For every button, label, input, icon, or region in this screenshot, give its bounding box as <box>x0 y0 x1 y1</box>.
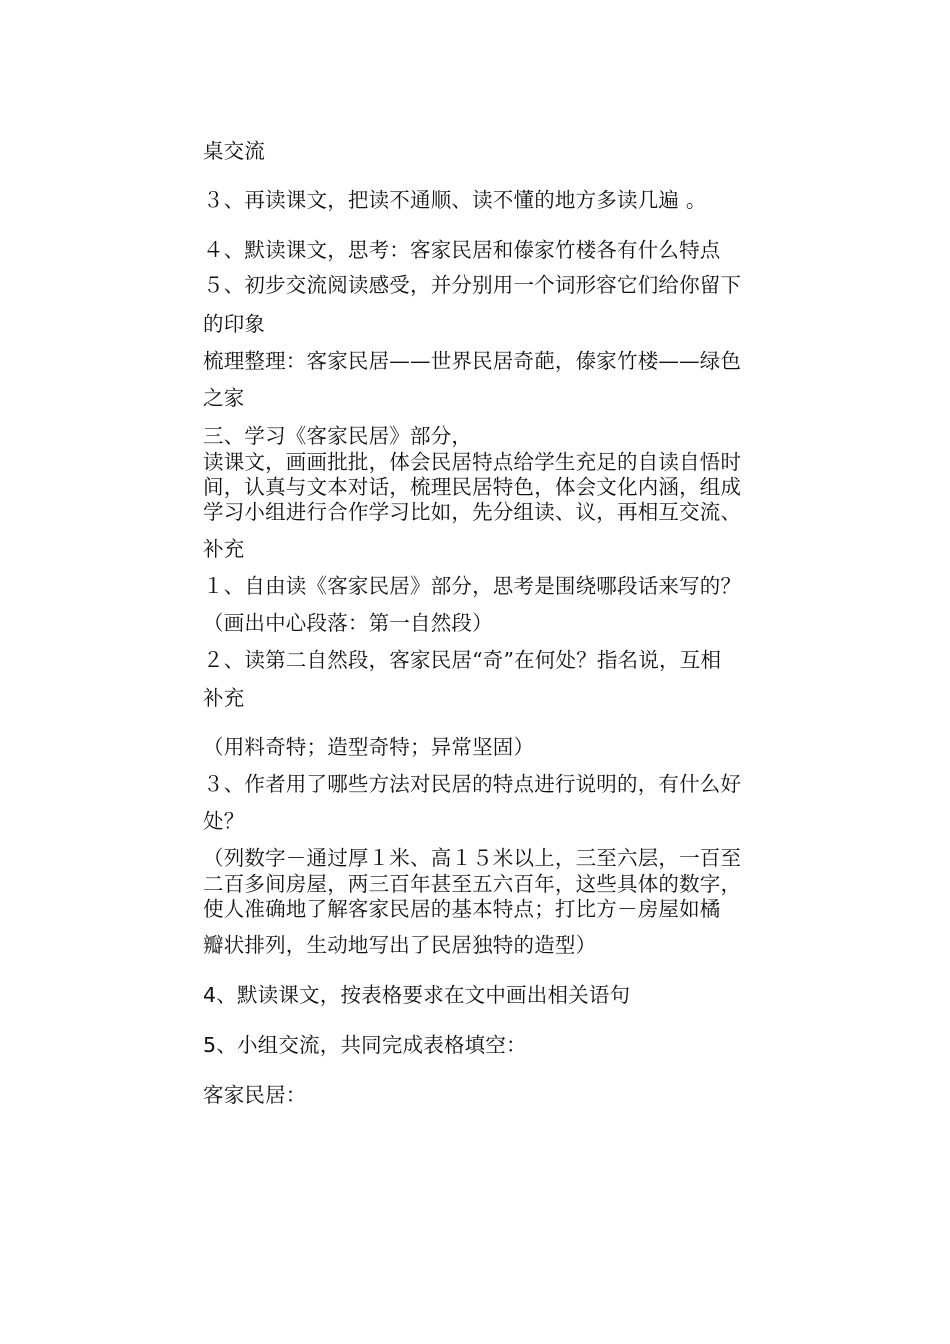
text-line: 的印象 <box>203 312 266 336</box>
text-line: 5、小组交流，共同完成表格填空： <box>203 1033 527 1057</box>
text-line: 读课文，画画批批，体会民居特点给学生充足的自读自悟时 <box>203 450 742 474</box>
text-line: 桌交流 <box>203 139 266 163</box>
text-line: 二百多间房屋，两三百年甚至五六百年，这些具体的数字， <box>203 872 742 896</box>
text-line: 三、学习《客家民居》部分， <box>203 424 473 448</box>
text-line: 4、默读课文，按表格要求在文中画出相关语句 <box>203 983 631 1007</box>
text-line: 使人准确地了解客家民居的基本特点；打比方－房屋如橘 <box>203 897 721 921</box>
text-line: ５、初步交流阅读感受，并分别用一个词形容它们给你留下 <box>203 273 742 297</box>
text-line: （列数字－通过厚１米、高１５米以上，三至六层，一百至 <box>203 846 742 870</box>
text-line: 客家民居： <box>203 1083 307 1107</box>
text-line: 瓣状排列，生动地写出了民居独特的造型） <box>203 933 597 957</box>
text-line: 学习小组进行合作学习比如，先分组读、议，再相互交流、 <box>203 500 742 524</box>
text-line: ３、作者用了哪些方法对民居的特点进行说明的，有什么好 <box>203 772 742 796</box>
text-line: （用料奇特；造型奇特；异常坚固） <box>203 735 535 759</box>
text-line: 处？ <box>203 809 245 833</box>
text-line: 补充 <box>203 537 245 561</box>
text-line: １、自由读《客家民居》部分，思考是围绕哪段话来写的？ <box>203 574 742 598</box>
text-line: （画出中心段落：第一自然段） <box>203 611 493 635</box>
text-line: ４、默读课文，思考：客家民居和傣家竹楼各有什么特点 <box>203 238 721 262</box>
text-line: 间，认真与文本对话，梳理民居特色，体会文化内涵，组成 <box>203 475 742 499</box>
text-line: 补充 <box>203 686 245 710</box>
text-line: ２、读第二自然段，客家民居“奇”在何处？指名说，互相 <box>203 648 722 672</box>
text-line: ３、再读课文，把读不通顺、读不懂的地方多读几遍 。 <box>203 188 707 212</box>
text-line: 梳理整理：客家民居——世界民居奇葩，傣家竹楼——绿色 <box>203 349 742 373</box>
text-line: 之家 <box>203 386 245 410</box>
